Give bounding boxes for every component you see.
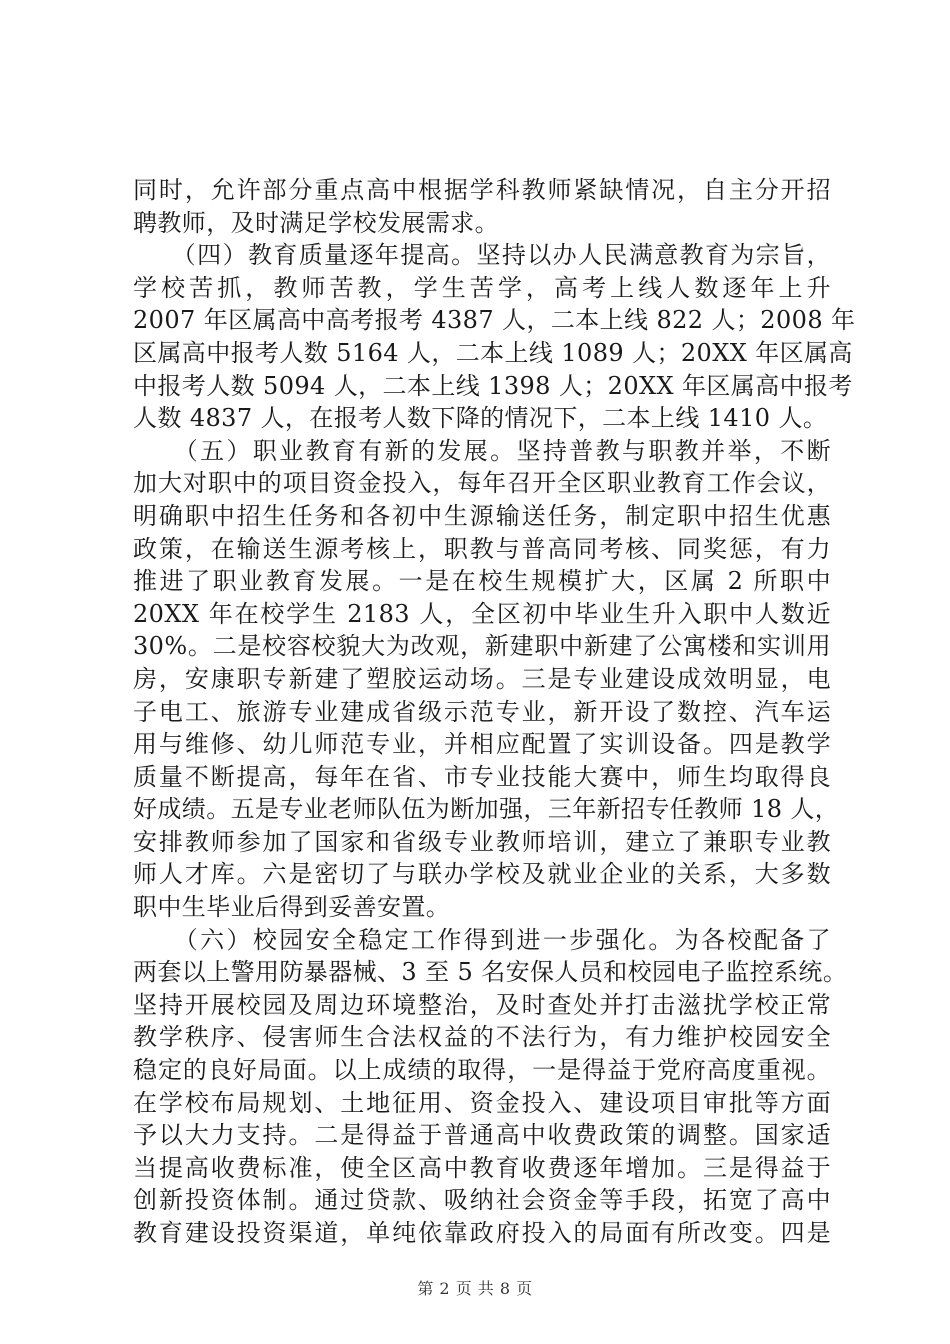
text-line: 质量不断提高，每年在省、市专业技能大赛中，师生均取得良	[133, 762, 831, 791]
text-line: 予以大力支持。二是得益于普通高中收费政策的调整。国家适	[133, 1121, 831, 1150]
text-line: 安排教师参加了国家和省级专业教师培训，建立了兼职专业教	[133, 827, 831, 856]
text-line: 当提高收费标准，使全区高中教育收费逐年增加。三是得益于	[133, 1153, 831, 1182]
text-line: 两套以上警用防暴器械、3 至 5 名安保人员和校园电子监控系统。	[133, 958, 848, 987]
text-line: 用与维修、幼儿师范专业，并相应配置了实训设备。四是教学	[133, 730, 831, 759]
text-line: 20XX 年在校学生 2183 人，全区初中毕业生升入职中人数近	[133, 599, 831, 628]
text-line: 30%。二是校容校貌大为改观，新建职中新建了公寓楼和实训用	[133, 632, 831, 661]
text-line: 2007 年区属高中高考报考 4387 人，二本上线 822 人；2008 年	[133, 306, 856, 335]
text-line: 中报考人数 5094 人，二本上线 1398 人；20XX 年区属高中报考	[133, 371, 853, 400]
page-footer: 第 2 页 共 8 页	[417, 1279, 533, 1298]
text-line: 学校苦抓，教师苦教，学生苦学，高考上线人数逐年上升	[133, 273, 831, 302]
text-line: 坚持开展校园及周边环境整治，及时查处并打击滋扰学校正常	[133, 990, 831, 1019]
text-line: 在学校布局规划、土地征用、资金投入、建设项目审批等方面	[133, 1088, 831, 1117]
text-line: 教学秩序、侵害师生合法权益的不法行为，有力维护校园安全	[133, 1023, 831, 1052]
text-line: 聘教师，及时满足学校发展需求。	[133, 208, 499, 237]
text-line: （五）职业教育有新的发展。坚持普教与职教并举，不断	[133, 436, 831, 465]
text-line: 房，安康职专新建了塑胶运动场。三是专业建设成效明显，电	[133, 664, 831, 693]
text-line: 区属高中报考人数 5164 人，二本上线 1089 人；20XX 年区属高	[133, 338, 853, 367]
text-line: （六）校园安全稳定工作得到进一步强化。为各校配备了	[133, 925, 831, 954]
text-line: 加大对职中的项目资金投入，每年召开全区职业教育工作会议，	[133, 469, 831, 498]
text-line: （四）教育质量逐年提高。坚持以办人民满意教育为宗旨，	[133, 241, 831, 270]
text-line: 稳定的良好局面。以上成绩的取得，一是得益于党府高度重视。	[133, 1056, 831, 1085]
text-line: 好成绩。五是专业老师队伍为断加强，三年新招专任教师 18 人，	[133, 795, 840, 824]
text-line: 创新投资体制。通过贷款、吸纳社会资金等手段，拓宽了高中	[133, 1186, 831, 1215]
text-line: 人数 4837 人，在报考人数下降的情况下，二本上线 1410 人。	[133, 404, 828, 433]
text-line: 推进了职业教育发展。一是在校生规模扩大，区属 2 所职中	[133, 567, 831, 596]
document-body	[133, 174, 856, 1250]
text-line: 教育建设投资渠道，单纯依靠政府投入的局面有所改变。四是	[133, 1219, 831, 1247]
text-line: 师人才库。六是密切了与联办学校及就业企业的关系，大多数	[133, 860, 831, 889]
text-line: 子电工、旅游专业建成省级示范专业，新开设了数控、汽车运	[133, 697, 831, 726]
text-line: 政策，在输送生源考核上，职教与普高同考核、同奖惩，有力	[133, 534, 831, 563]
text-line: 明确职中招生任务和各初中生源输送任务，制定职中招生优惠	[133, 501, 831, 530]
text-line: 同时，允许部分重点高中根据学科教师紧缺情况，自主分开招	[133, 176, 831, 204]
text-line: 职中生毕业后得到妥善安置。	[133, 893, 451, 922]
